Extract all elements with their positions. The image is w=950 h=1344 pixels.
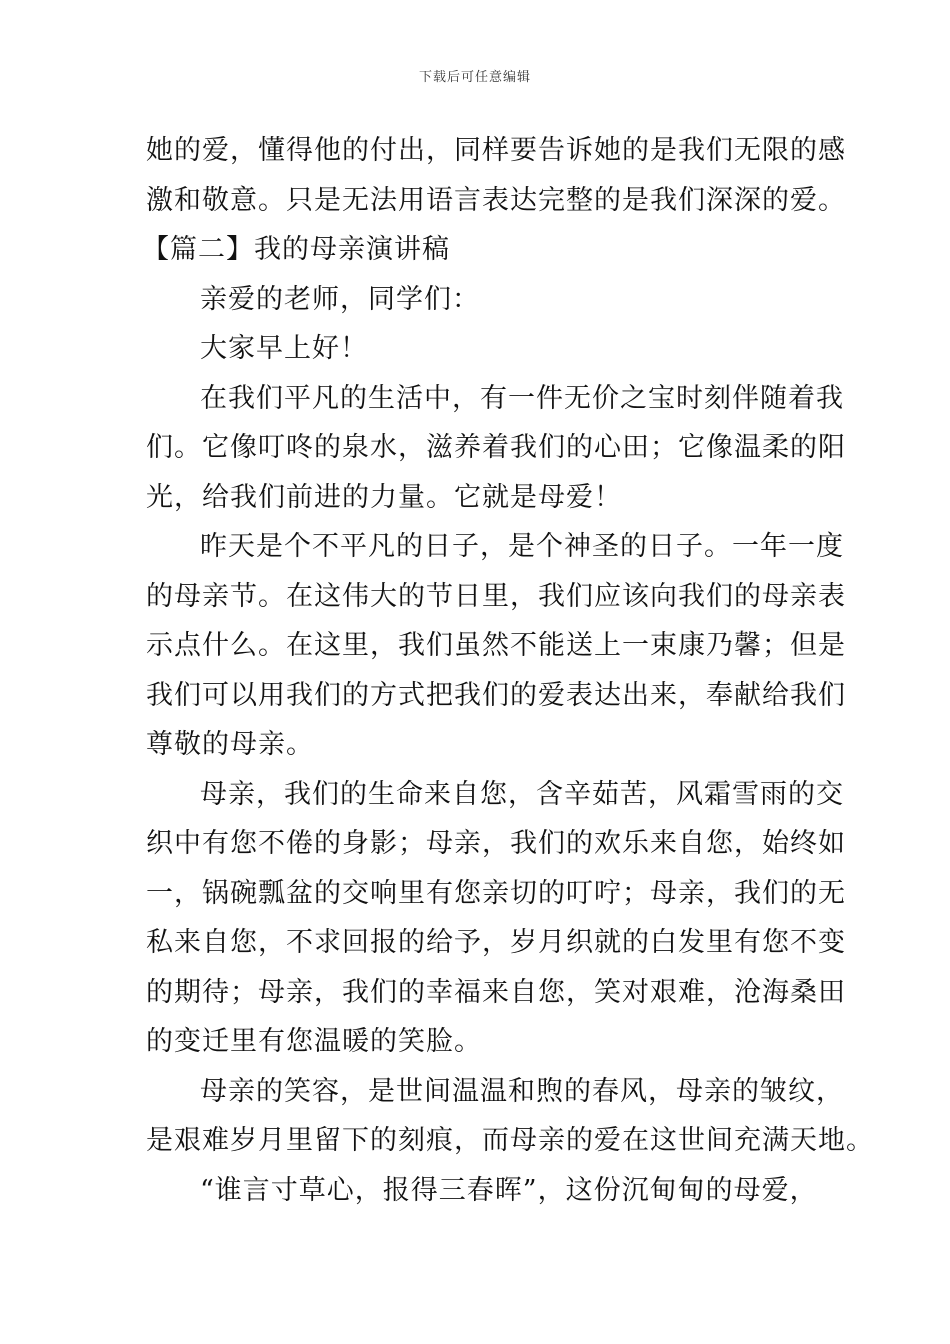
document-body	[142, 126, 874, 1215]
text-line: 是艰难岁月里留下的刻痕，而母亲的爱在这世间充满天地。	[146, 1125, 874, 1156]
salutation: 亲爱的老师，同学们：	[200, 283, 480, 315]
text-line: 昨天是个不平凡的日子，是个神圣的日子。一年一度	[200, 531, 844, 562]
text-line: 们。它像叮咚的泉水，滋养着我们的心田；它像温柔的阳	[146, 432, 846, 463]
header-note: 下载后可任意编辑	[418, 70, 531, 85]
text-line: 织中有您不倦的身影；母亲，我们的欢乐来自您，始终如	[146, 828, 846, 859]
text-line: 示点什么。在这里，我们虽然不能送上一束康乃馨；但是	[146, 630, 846, 661]
text-line: 尊敬的母亲。	[146, 729, 314, 760]
text-line: 激和敬意。只是无法用语言表达完整的是我们深深的爱。	[146, 184, 846, 216]
greeting: 大家早上好！	[200, 333, 368, 364]
section-heading: 【篇二】我的母亲演讲稿	[142, 234, 450, 265]
text-line: 母亲的笑容，是世间温温和煦的春风，母亲的皱纹，	[200, 1075, 844, 1107]
text-line: 在我们平凡的生活中，有一件无价之宝时刻伴随着我	[200, 382, 844, 414]
text-line: 她的爱，懂得他的付出，同样要告诉她的是我们无限的感	[146, 135, 846, 166]
text-line: 的期待；母亲，我们的幸福来自您，笑对艰难，沧海桑田	[146, 976, 846, 1008]
text-line: “谁言寸草心，报得三春晖”，这份沉甸甸的母爱，	[200, 1174, 818, 1206]
text-line: 私来自您，不求回报的给予，岁月织就的白发里有您不变	[146, 927, 846, 958]
text-line: 我们可以用我们的方式把我们的爱表达出来，奉献给我们	[146, 679, 846, 711]
text-line: 光，给我们前进的力量。它就是母爱！	[146, 481, 622, 513]
text-line: 的变迁里有您温暖的笑脸。	[146, 1026, 482, 1057]
text-line: 的母亲节。在这伟大的节日里，我们应该向我们的母亲表	[146, 580, 846, 612]
text-line: 一，锅碗瓢盆的交响里有您亲切的叮咛；母亲，我们的无	[146, 877, 846, 909]
text-line: 母亲，我们的生命来自您，含辛茹苦，风霜雪雨的交	[200, 778, 844, 810]
